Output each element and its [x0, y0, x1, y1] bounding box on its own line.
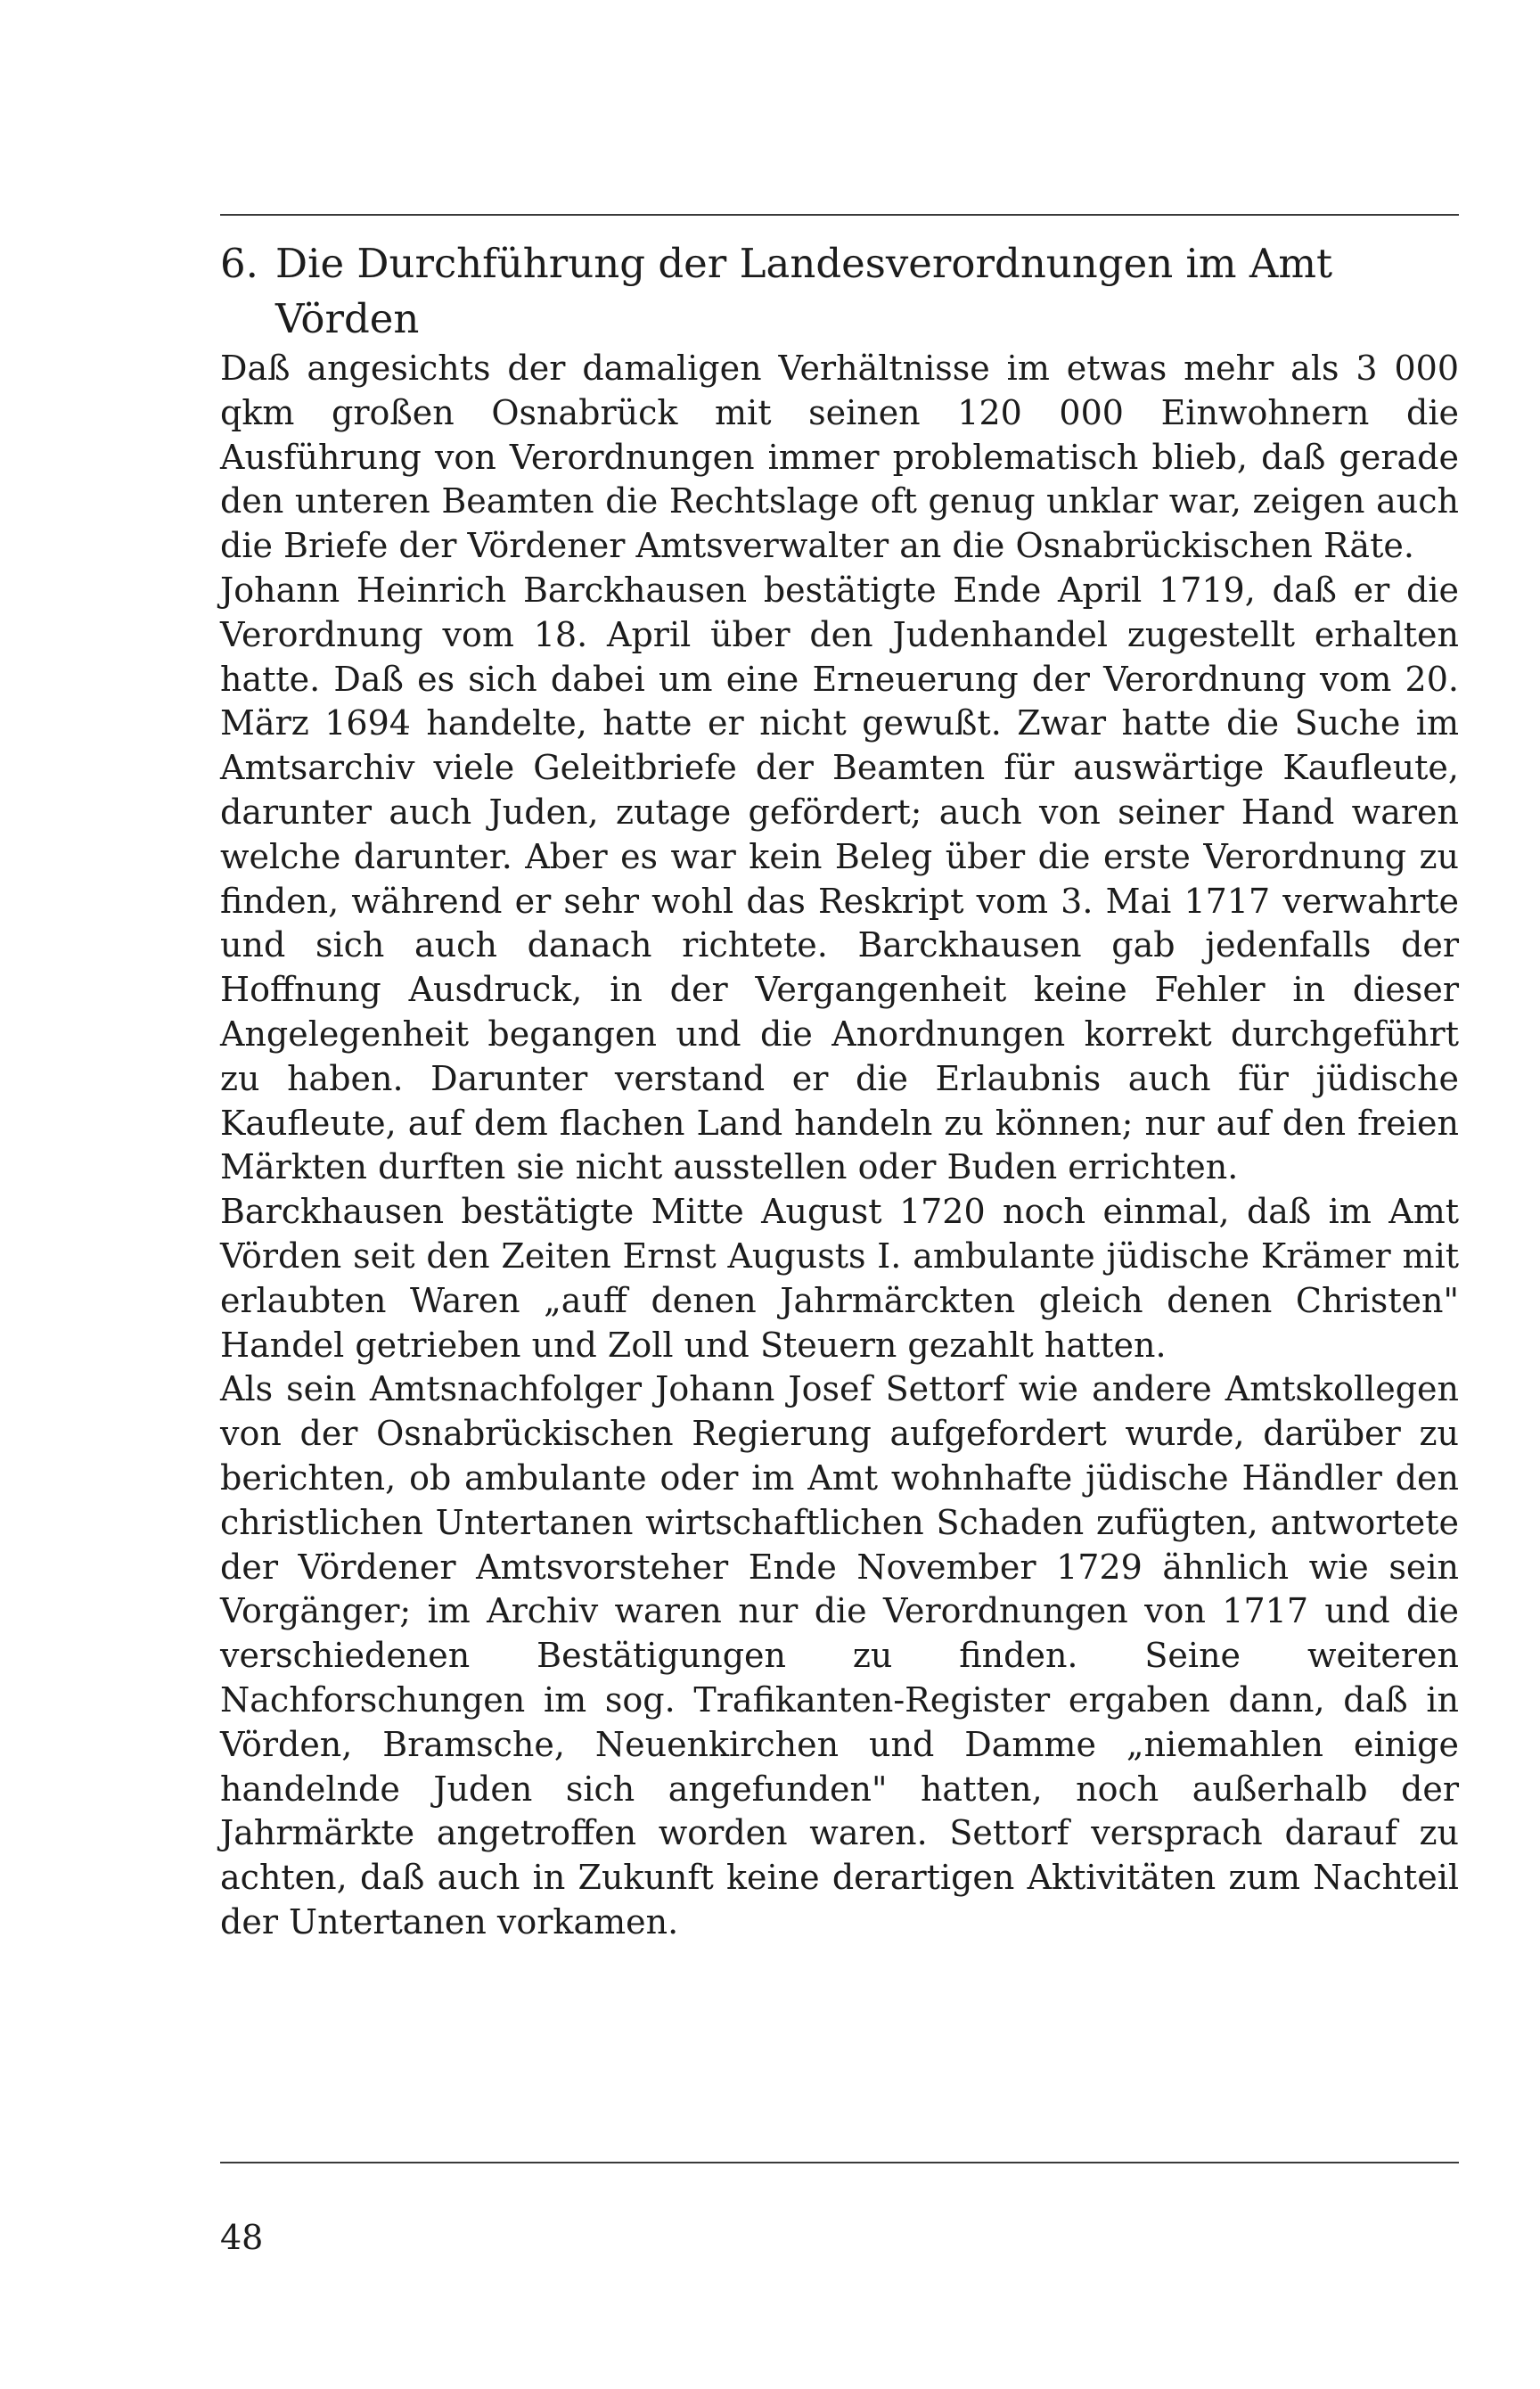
- paragraph-1: Daß angesichts der damaligen Verhältnisse im etwas mehr als 3 000 qkm großen Osnabrück mit seinen 120 000 Einwohnern die Ausführung von Verordnungen immer problematisch blieb, daß gerade den unteren Beamten die Rechtslage oft genug unklar war, zeigen auch die Briefe der Vördener Amtsverwalter an die Osnabrückischen Räte.: [220, 349, 1459, 566]
- paragraph-2: Johann Heinrich Barckhausen bestätigte Ende April 1719, daß er die Verordnung vom 18. April über den Judenhandel zugestellt erhalten hatte. Daß es sich dabei um eine Erneuerung der Verordnung vom 20. März 1694 handelte, hatte er nicht gewußt. Zwar hatte die Suche im Amtsarchiv viele Geleitbriefe der Beamten für auswärtige Kaufleute, darunter auch Juden, zutage gefördert; auch von seiner Hand waren welche darunter. Aber es war kein Beleg über die erste Verordnung zu finden, während er sehr wohl das Reskript vom 3. Mai 1717 verwahrte und sich auch danach richtete. Barckhausen gab jedenfalls der Hoffnung Ausdruck, in der Vergangenheit keine Fehler in dieser Angelegenheit begangen und die Anordnungen korrekt durchgeführt zu haben. Darunter verstand er die Erlaubnis auch für jüdische Kaufleute, auf dem flachen Land handeln zu können; nur auf den freien Märkten durften sie nicht ausstellen oder Buden errichten.: [220, 570, 1459, 1187]
- paragraph-3: Barckhausen bestätigte Mitte August 1720 noch einmal, daß im Amt Vörden seit den Zeiten Ernst Augusts I. ambulante jüdische Krämer mit erlaubten Waren „auff denen Jahrmärckten gleich denen Christen" Handel getrieben und Zoll und Steuern gezahlt hatten.: [220, 1192, 1459, 1365]
- page-number: 48: [220, 2218, 264, 2257]
- top-rule: [220, 214, 1459, 216]
- section-number: 6.: [220, 240, 258, 287]
- section-heading: [220, 236, 1459, 347]
- section-body: [220, 236, 1459, 1945]
- bottom-rule: [220, 2162, 1459, 2163]
- section-title: Die Durchführung der Landesverordnungen im Amt Vörden: [275, 240, 1333, 342]
- paragraph-4: Als sein Amtsnachfolger Johann Josef Settorf wie andere Amtskollegen von der Osnabrückischen Regierung aufgefordert wurde, darüber zu berichten, ob ambulante oder im Amt wohnhafte jüdische Händler den christlichen Untertanen wirtschaftlichen Schaden zufügten, antwortete der Vördener Amtsvorsteher Ende November 1729 ähnlich wie sein Vorgänger; im Archiv waren nur die Verordnungen von 1717 und die verschiedenen Bestätigungen zu finden. Seine weiteren Nachforschungen im sog. Trafikanten-Register ergaben dann, daß in Vörden, Bramsche, Neuenkirchen und Damme „niemahlen einige handelnde Juden sich angefunden" hatten, noch außerhalb der Jahrmärkte angetroffen worden waren. Settorf versprach darauf zu achten, daß auch in Zukunft keine derartigen Aktivitäten zum Nachteil der Untertanen vorkamen.: [220, 1369, 1459, 1942]
